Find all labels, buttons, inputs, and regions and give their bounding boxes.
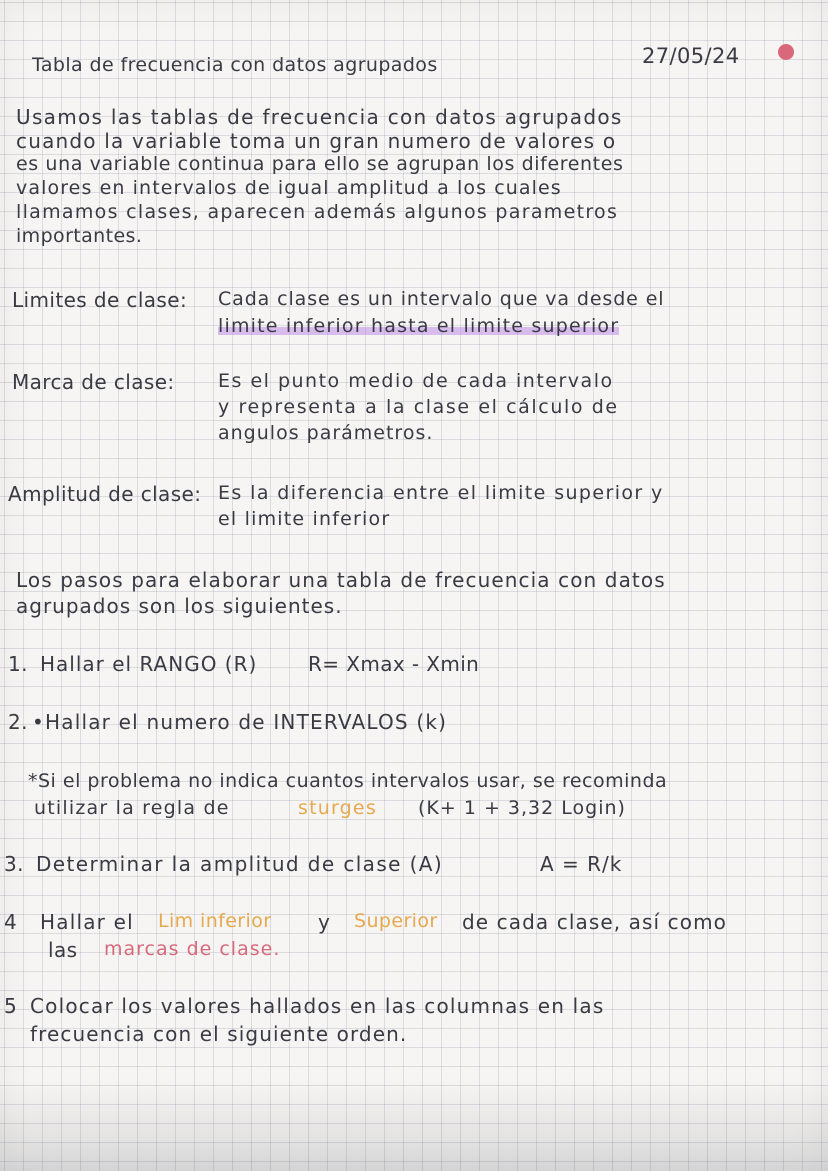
step-text: Determinar la amplitud de clase (A) <box>36 852 444 876</box>
step-formula: R= Xmax - Xmin <box>308 652 480 676</box>
step-text: Colocar los valores hallados en las columnas en las <box>30 994 605 1018</box>
intro-line: llamamos clases, aparecen además algunos parametros <box>16 201 619 223</box>
steps-intro-line: agrupados son los siguientes. <box>16 594 343 618</box>
note-highlight-sturges: sturges <box>298 797 377 819</box>
step-number: 1. <box>8 652 28 676</box>
note-formula: (K+ 1 + 3,32 Login) <box>418 797 626 819</box>
intro-line: cuando la variable toma un gran numero de valores o <box>16 129 617 153</box>
step-formula: A = R/k <box>540 852 623 876</box>
step-number: 5 <box>4 994 18 1018</box>
definition-term-amplitude: Amplitud de clase: <box>8 482 202 506</box>
step-text: Hallar el <box>40 910 134 934</box>
step-text: y <box>318 910 331 934</box>
step-number: 4 <box>4 910 18 934</box>
intro-line: es una variable continua para ello se agrupan los diferentes <box>16 153 624 175</box>
step-highlight-superior: Superior <box>354 910 438 932</box>
page-date: 27/05/24 <box>642 44 740 68</box>
definition-text: Es el punto medio de cada intervalo <box>218 370 614 392</box>
step-text: de cada clase, así como <box>462 910 728 934</box>
definition-text: el limite inferior <box>218 508 391 530</box>
step-text: frecuencia con el siguiente orden. <box>30 1022 408 1046</box>
definition-term-mark: Marca de clase: <box>12 370 175 394</box>
definition-term-limits: Limites de clase: <box>12 288 188 312</box>
step-highlight-lim-inferior: Lim inferior <box>158 910 272 932</box>
note-line: utilizar la regla de <box>34 797 230 819</box>
intro-line: valores en intervalos de igual amplitud a los cuales <box>16 177 562 199</box>
definition-text: y representa a la clase el cálculo de <box>218 396 619 418</box>
note-line: *Si el problema no indica cuantos intervalos usar, se recominda <box>28 770 668 792</box>
step-number: 3. <box>4 852 24 876</box>
definition-text: Cada clase es un intervalo que va desde el <box>218 288 665 310</box>
steps-intro-line: Los pasos para elaborar una tabla de frecuencia con datos <box>16 568 666 592</box>
pink-marker-dot <box>778 44 794 60</box>
page-shadow <box>0 1080 828 1171</box>
page-title: Tabla de frecuencia con datos agrupados <box>32 54 438 76</box>
definition-text: angulos parámetros. <box>218 422 434 444</box>
step-text: las <box>48 938 78 962</box>
definition-text: Es la diferencia entre el limite superior y <box>218 482 664 504</box>
intro-line: importantes. <box>16 225 143 247</box>
definition-text-highlighted: limite inferior hasta el limite superior <box>218 315 620 337</box>
step-number: 2. <box>8 710 28 734</box>
step-text: •Hallar el numero de INTERVALOS (k) <box>32 710 448 734</box>
step-text: Hallar el RANGO (R) <box>40 652 258 676</box>
step-highlight-marcas: marcas de clase. <box>104 938 281 960</box>
intro-line: Usamos las tablas de frecuencia con datos agrupados <box>16 105 623 129</box>
